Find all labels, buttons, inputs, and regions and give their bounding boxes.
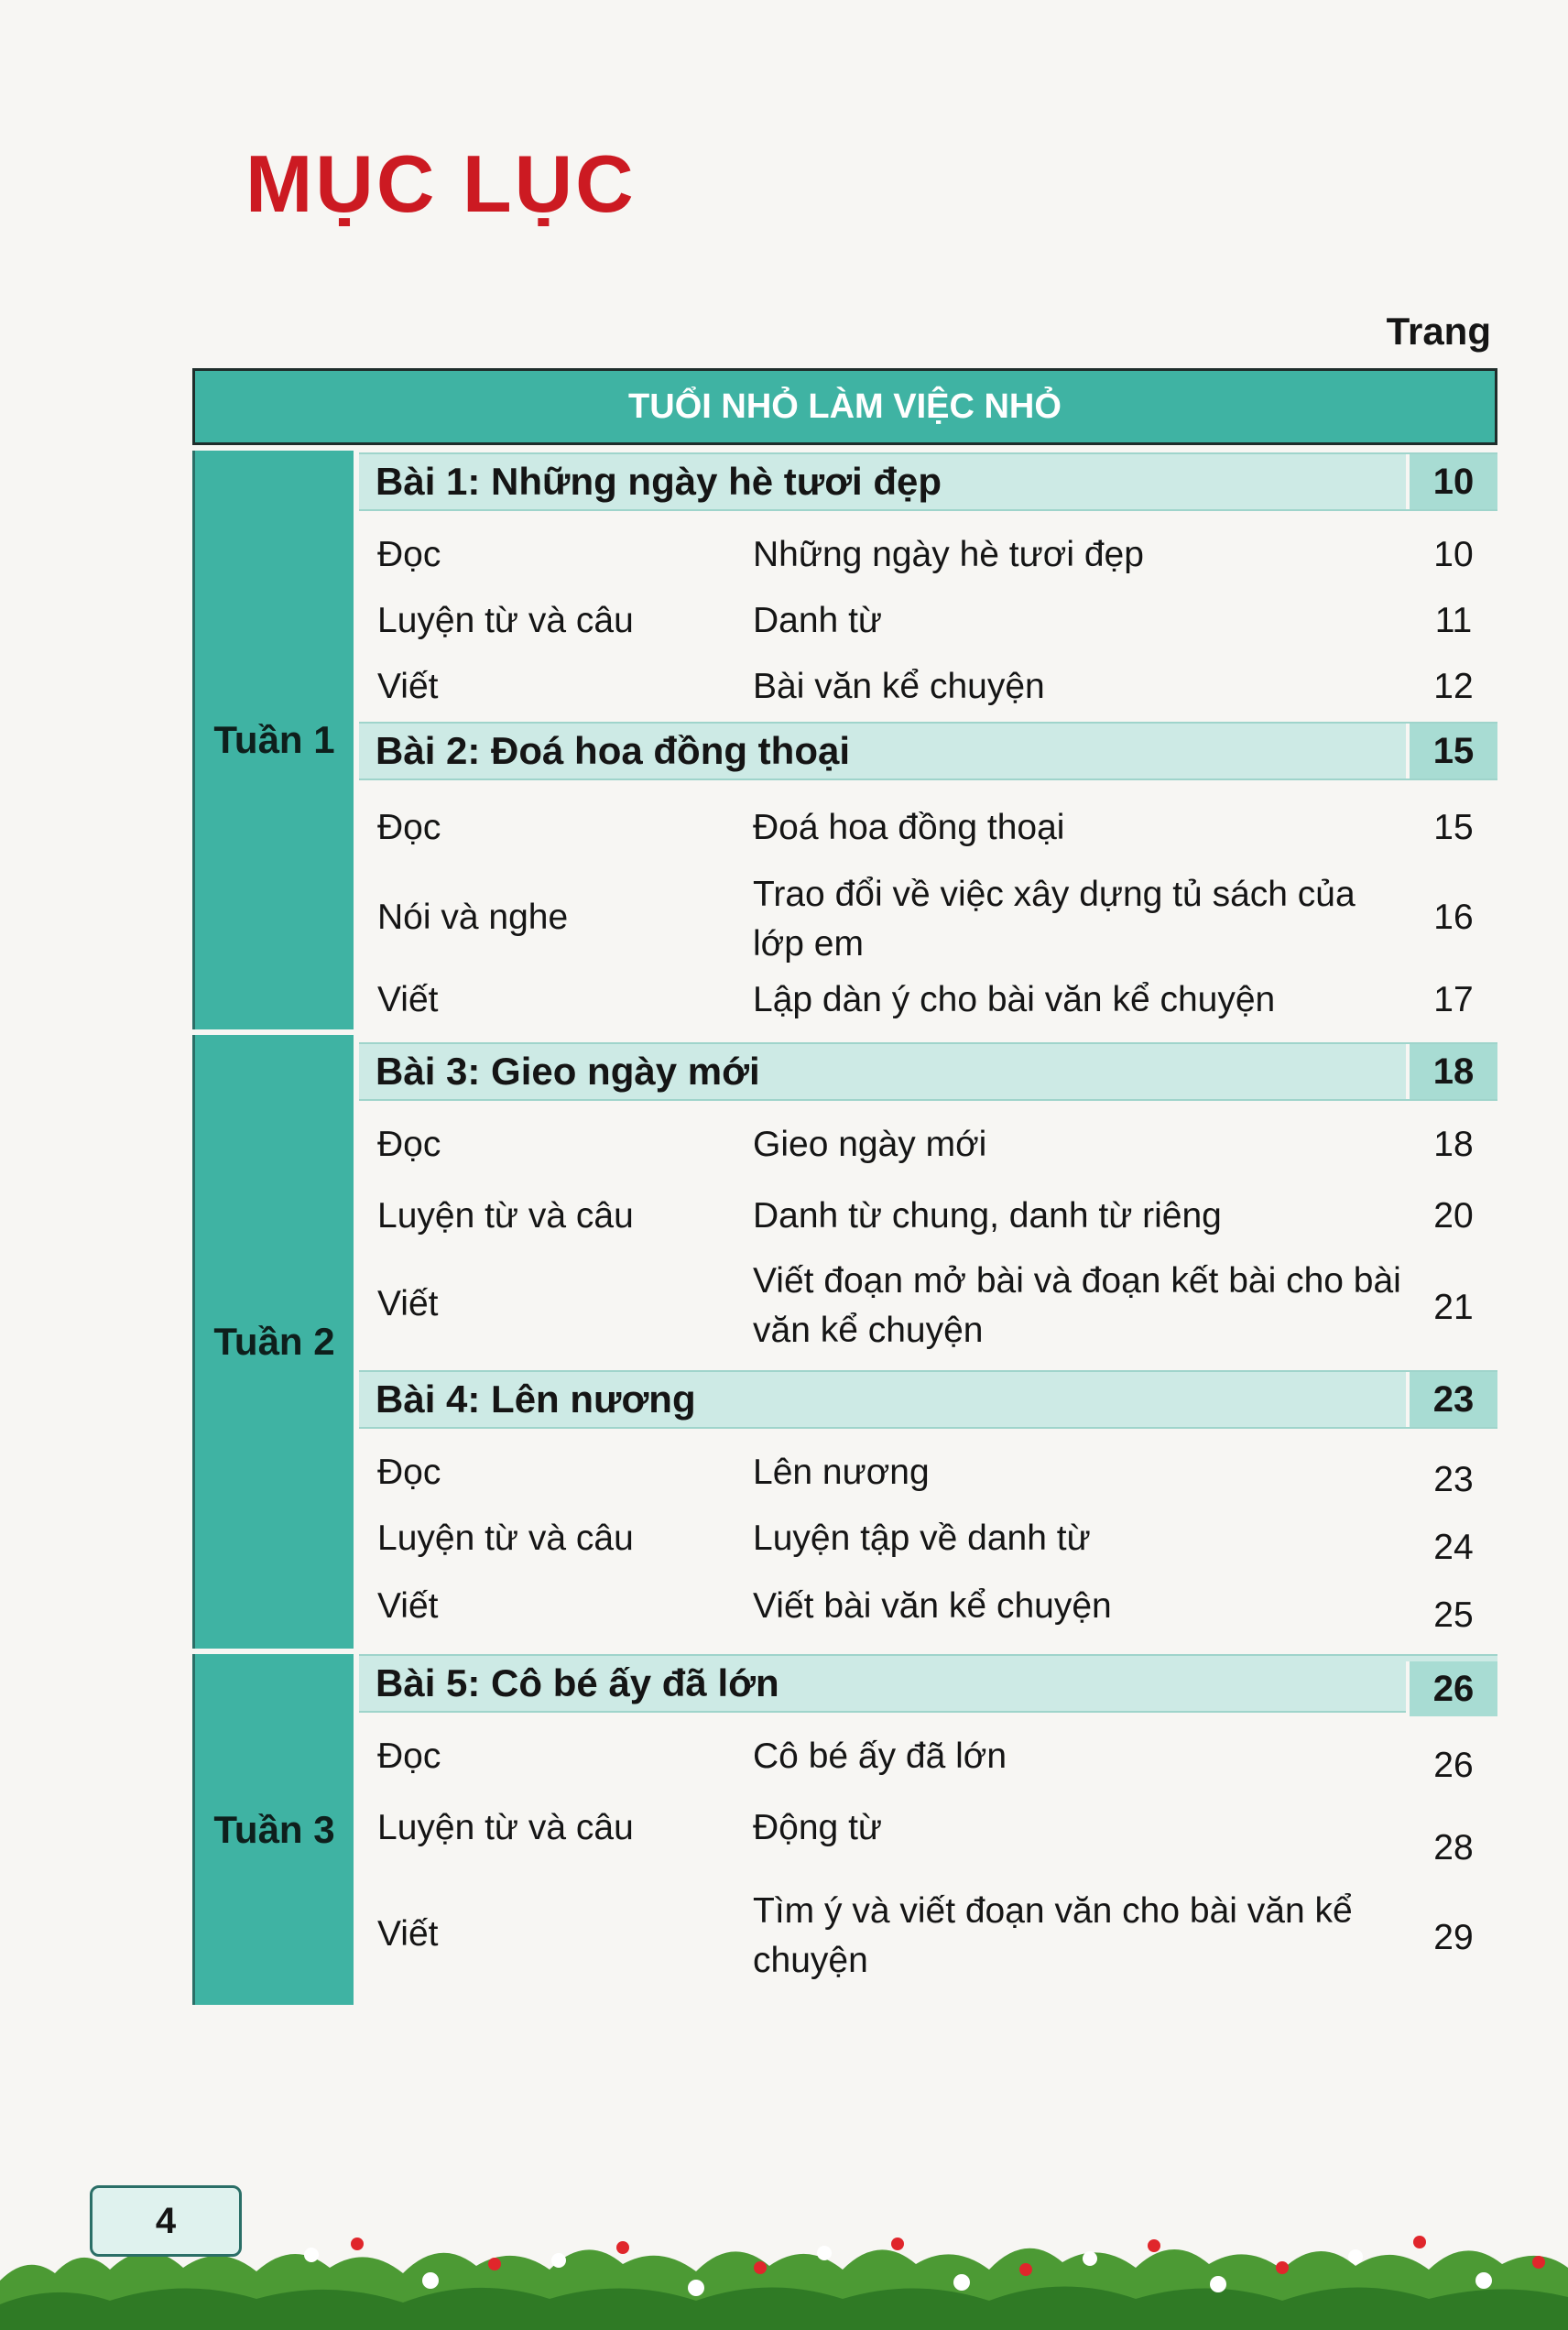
theme-header: TUỔI NHỎ LÀM VIỆC NHỎ: [192, 368, 1497, 445]
activity-type: Viết: [377, 667, 439, 706]
lesson-page-number: 18: [1406, 1044, 1497, 1099]
lesson-page-number: 10: [1406, 454, 1497, 509]
activity-page: 12: [1433, 667, 1474, 706]
lesson-5-header: [359, 1654, 1497, 1713]
page-number-badge: 4: [90, 2185, 242, 2257]
activity-type: Luyện từ và câu: [377, 1808, 634, 1847]
lesson-title: Bài 3: Gieo ngày mới: [376, 1050, 760, 1093]
activity-type: Đọc: [377, 808, 441, 847]
page-column-label: Trang: [1386, 310, 1491, 353]
week-1-label: Tuần 1: [192, 451, 354, 1029]
activity-content: Tìm ý và viết đoạn văn cho bài văn kể chuyện: [753, 1891, 1353, 1980]
activity-page: 17: [1433, 980, 1474, 1019]
lesson-page-number: 26: [1406, 1661, 1497, 1716]
activity-content: Trao đổi về việc xây dựng tủ sách của lớp em: [753, 875, 1356, 964]
activity-page: 10: [1433, 535, 1474, 574]
lesson-4-header: [359, 1370, 1497, 1429]
activity-page: 16: [1433, 898, 1474, 937]
activity-type: Đọc: [377, 1453, 441, 1492]
lesson-2-header: [359, 722, 1497, 780]
lesson-3-header: [359, 1042, 1497, 1101]
activity-content: Đoá hoa đồng thoại: [753, 808, 1065, 847]
week-3-label: Tuần 3: [192, 1654, 354, 2005]
activity-type: Luyện từ và câu: [377, 601, 634, 640]
activity-page: 20: [1433, 1196, 1474, 1236]
activity-type: Luyện từ và câu: [377, 1196, 634, 1236]
activity-type: Viết: [377, 1914, 439, 1954]
week-2-label: Tuần 2: [192, 1035, 354, 1649]
activity-type: Nói và nghe: [377, 898, 569, 937]
lesson-page-number: 15: [1406, 724, 1497, 778]
activity-content: Lên nương: [753, 1453, 930, 1492]
activity-type: Đọc: [377, 1737, 441, 1776]
table-of-contents: [192, 368, 1497, 2005]
activity-page: 23: [1433, 1460, 1474, 1499]
activity-type: Viết: [377, 980, 439, 1019]
lesson-page-number: 23: [1406, 1372, 1497, 1427]
activity-content: Luyện tập về danh từ: [753, 1519, 1091, 1558]
activity-content: Danh từ: [753, 601, 883, 640]
activity-page: 28: [1433, 1828, 1474, 1867]
activity-content: Viết đoạn mở bài và đoạn kết bài cho bài văn kể chuyện: [753, 1261, 1401, 1350]
lesson-1-header: [359, 452, 1497, 511]
lesson-title: Bài 5: Cô bé ấy đã lớn: [376, 1661, 779, 1704]
activity-type: Luyện từ và câu: [377, 1519, 634, 1558]
lesson-title: Bài 2: Đoá hoa đồng thoại: [376, 729, 851, 772]
activity-page: 24: [1433, 1528, 1474, 1567]
activity-page: 18: [1433, 1125, 1474, 1164]
activity-content: Danh từ chung, danh từ riêng: [753, 1196, 1222, 1236]
activity-type: Đọc: [377, 1125, 441, 1164]
activity-content: Cô bé ấy đã lớn: [753, 1737, 1007, 1776]
activity-type: Viết: [377, 1284, 439, 1323]
activity-type: Viết: [377, 1586, 439, 1626]
lesson-title: Bài 1: Những ngày hè tươi đẹp: [376, 460, 942, 503]
activity-page: 26: [1433, 1746, 1474, 1785]
activity-content: Những ngày hè tươi đẹp: [753, 535, 1144, 574]
lesson-title: Bài 4: Lên nương: [376, 1377, 696, 1421]
activity-content: Bài văn kể chuyện: [753, 667, 1045, 706]
activity-content: Viết bài văn kể chuyện: [753, 1586, 1112, 1626]
activity-type: Đọc: [377, 535, 441, 574]
activity-page: 29: [1433, 1918, 1474, 1957]
activity-page: 11: [1434, 601, 1473, 640]
activity-content: Gieo ngày mới: [753, 1125, 987, 1164]
activity-page: 21: [1433, 1288, 1474, 1327]
page-title: MỤC LỤC: [245, 138, 637, 229]
activity-page: 25: [1433, 1595, 1474, 1635]
activity-content: Lập dàn ý cho bài văn kể chuyện: [753, 980, 1276, 1019]
activity-page: 15: [1433, 808, 1474, 847]
activity-content: Động từ: [753, 1808, 883, 1847]
